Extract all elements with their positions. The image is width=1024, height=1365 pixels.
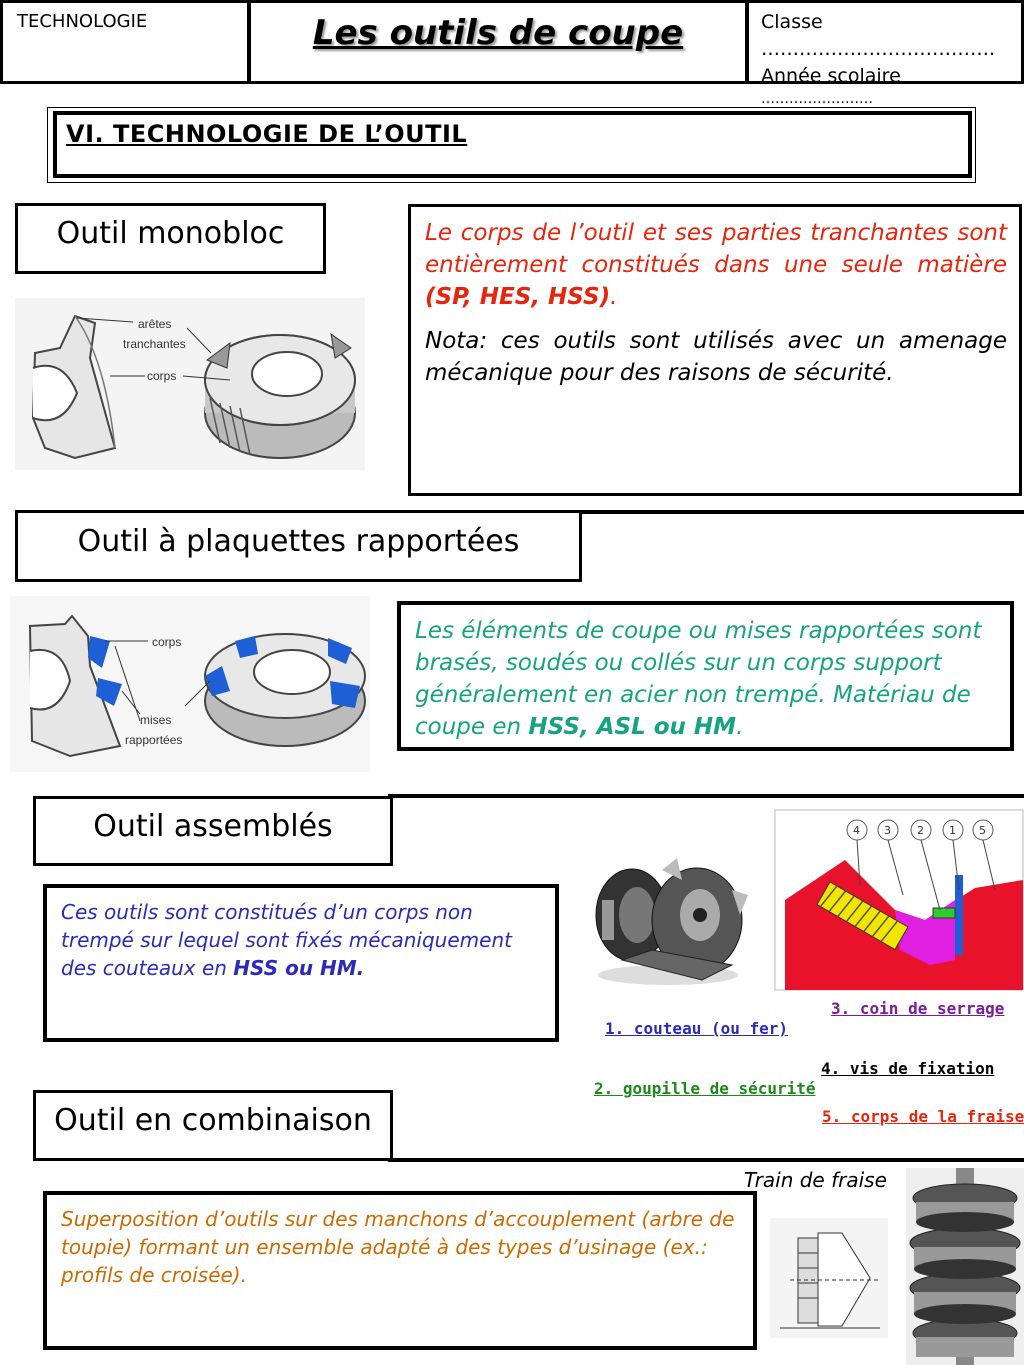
monobloc-title-box [15, 203, 326, 274]
subject-label: TECHNOLOGIE [17, 11, 148, 32]
header-title-cell [248, 0, 748, 84]
diagram-number-5: 5 [979, 824, 986, 837]
monobloc-description [408, 204, 1022, 496]
combinaison-text: Superposition d’outils sur des manchons d’accouplement (arbre de toupie) formant un ensemble adapté à des types d’usinage (ex.: profils de croisée). [61, 1207, 735, 1287]
header-subject [0, 0, 250, 84]
year-value: …………………… [761, 91, 873, 107]
legend-goupille: 2. goupille de sécurité [594, 1079, 816, 1098]
monobloc-materials: (SP, HES, HSS) [425, 284, 611, 310]
plaquettes-label-mises: mises [140, 713, 172, 727]
divider-line [388, 1158, 1024, 1162]
plaquettes-illustration [10, 596, 370, 772]
plaquettes-text-end: . [736, 714, 744, 740]
monobloc-illustration [15, 298, 365, 470]
combinaison-title: Outil en combinaison [54, 1103, 372, 1138]
monobloc-text-end: . [610, 284, 618, 310]
plaquettes-title-box [15, 510, 582, 582]
diagram-number-2: 2 [917, 824, 924, 837]
legend-coin-de-serrage: 3. coin de serrage [831, 999, 1005, 1018]
train-sketch [770, 1218, 888, 1338]
divider-line [388, 794, 1024, 798]
class-label: Classe ………………………………. [761, 11, 996, 60]
plaquettes-description [397, 601, 1014, 751]
header-class-info [746, 0, 1024, 107]
diagram-number-4: 4 [853, 824, 860, 837]
assembles-text-main: Ces outils sont constitués d’un corps non trempé sur lequel sont fixés mécaniquement des couteaux en [61, 900, 512, 980]
combinaison-title-box [33, 1090, 393, 1161]
monobloc-text-main: Le corps de l’outil et ses parties tranchantes sont entièrement constitués dans une seule matière [425, 220, 1007, 278]
assembled-cutter-photo [582, 840, 754, 990]
plaquettes-title: Outil à plaquettes rapportées [77, 524, 520, 559]
cross-section-diagram [775, 810, 1023, 990]
plaquettes-label-corps: corps [152, 635, 182, 649]
legend-couteau: 1. couteau (ou fer) [605, 1019, 789, 1038]
train-photo [906, 1168, 1024, 1365]
monobloc-text [425, 217, 1007, 313]
plaquettes-text-main: Les éléments de coupe ou mises rapportées sont brasés, soudés ou collés sur un corps support généralement en acier non trempé. Matériau de coupe en [415, 618, 982, 740]
monobloc-label-corps: corps [147, 369, 177, 383]
assembles-description [43, 884, 559, 1042]
assembles-materials: HSS ou HM. [233, 956, 365, 980]
combinaison-description [43, 1191, 757, 1350]
monobloc-nota: Nota: ces outils sont utilisés avec un amenage mécanique pour des raisons de sécurité. [425, 328, 1007, 386]
diagram-number-1: 1 [949, 824, 956, 837]
monobloc-label-aretes: arêtes [138, 317, 172, 331]
diagram-number-3: 3 [884, 824, 891, 837]
page-title: Les outils de coupe [312, 13, 684, 53]
train-de-fraise-label: Train de fraise [744, 1168, 887, 1192]
section-title: VI. TECHNOLOGIE DE L’OUTIL [66, 120, 468, 148]
plaquettes-materials: HSS, ASL ou HM [528, 714, 737, 740]
assembles-title-box [33, 796, 393, 866]
legend-corps-fraise: 5. corps de la fraise [822, 1107, 1024, 1126]
assembles-title: Outil assemblés [93, 809, 333, 844]
legend-vis-de-fixation: 4. vis de fixation [821, 1059, 995, 1078]
monobloc-title: Outil monobloc [56, 216, 285, 251]
plaquettes-label-rapportees: rapportées [125, 733, 183, 747]
year-label: Année scolaire [761, 65, 901, 87]
monobloc-label-tranchantes: tranchantes [123, 337, 186, 351]
divider-line [580, 510, 1024, 514]
